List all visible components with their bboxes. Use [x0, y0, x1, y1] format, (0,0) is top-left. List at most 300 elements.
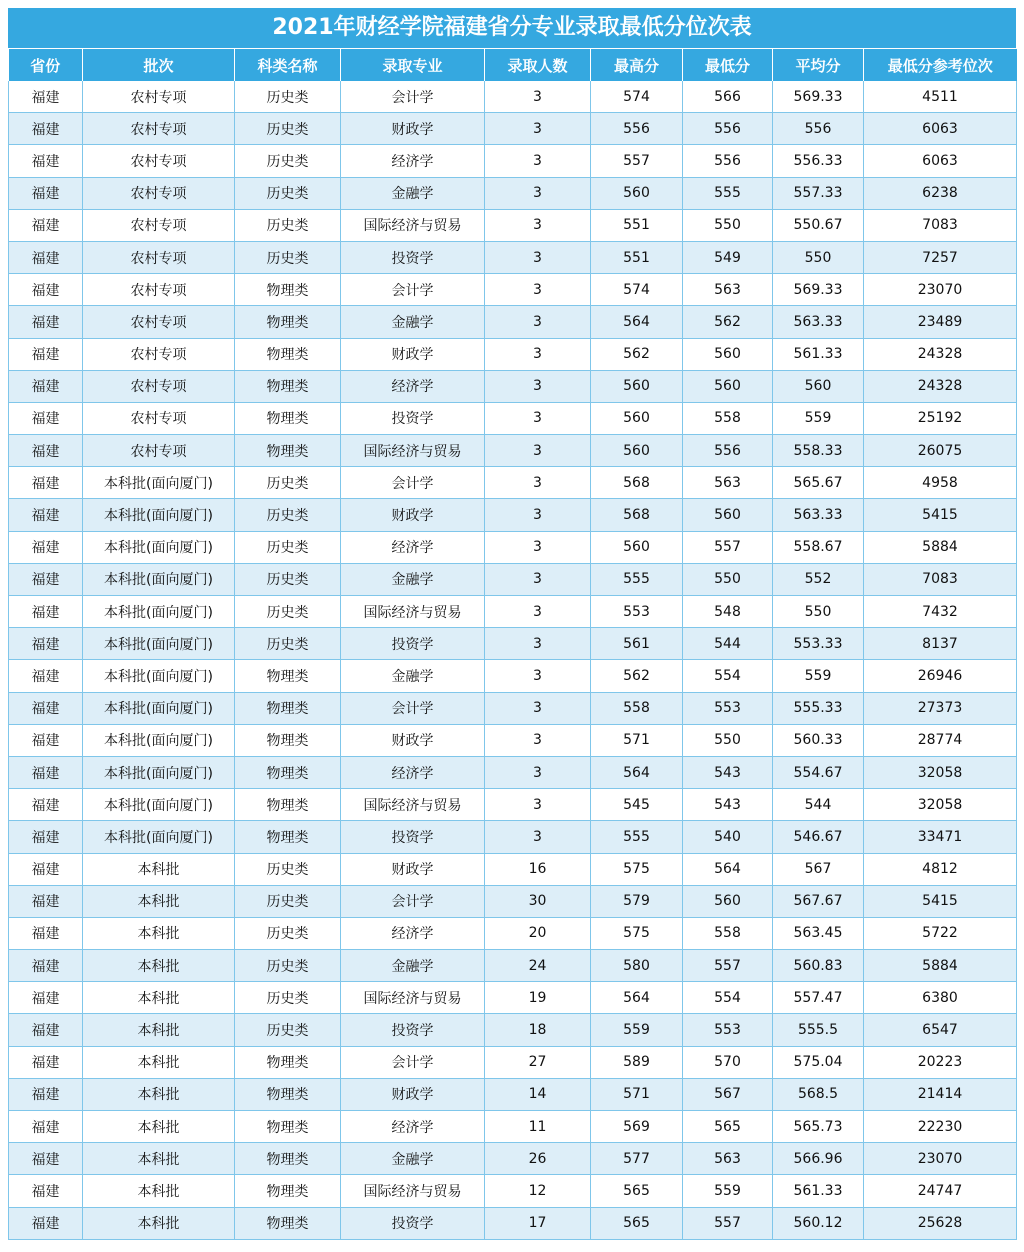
table-row [9, 1111, 1017, 1143]
cell-batch: 本科批 [83, 1207, 235, 1239]
cell-enrolled: 3 [485, 628, 591, 660]
cell-max-score: 551 [591, 209, 683, 241]
cell-province: 福建 [9, 950, 83, 982]
table-row [9, 209, 1017, 241]
cell-major: 投资学 [341, 821, 485, 853]
cell-province: 福建 [9, 756, 83, 788]
cell-enrolled: 26 [485, 1143, 591, 1175]
cell-avg-score: 563.33 [773, 306, 864, 338]
cell-enrolled: 17 [485, 1207, 591, 1239]
table-row [9, 660, 1017, 692]
table-row [9, 756, 1017, 788]
cell-category: 历史类 [235, 145, 341, 177]
cell-enrolled: 30 [485, 885, 591, 917]
cell-category: 历史类 [235, 241, 341, 273]
cell-category: 物理类 [235, 789, 341, 821]
cell-major: 国际经济与贸易 [341, 1175, 485, 1207]
cell-max-score: 589 [591, 1046, 683, 1078]
cell-max-score: 562 [591, 338, 683, 370]
cell-major: 金融学 [341, 660, 485, 692]
cell-min-score: 544 [683, 628, 773, 660]
cell-batch: 本科批 [83, 1014, 235, 1046]
cell-province: 福建 [9, 917, 83, 949]
cell-enrolled: 3 [485, 596, 591, 628]
cell-enrolled: 24 [485, 950, 591, 982]
cell-enrolled: 3 [485, 724, 591, 756]
cell-batch: 本科批(面向厦门) [83, 821, 235, 853]
cell-batch: 本科批(面向厦门) [83, 467, 235, 499]
table-row [9, 853, 1017, 885]
cell-province: 福建 [9, 789, 83, 821]
cell-max-score: 559 [591, 1014, 683, 1046]
cell-major: 财政学 [341, 1078, 485, 1110]
cell-province: 福建 [9, 241, 83, 273]
table-row [9, 177, 1017, 209]
cell-province: 福建 [9, 885, 83, 917]
cell-min-rank: 8137 [864, 628, 1017, 660]
cell-category: 历史类 [235, 531, 341, 563]
cell-batch: 本科批(面向厦门) [83, 499, 235, 531]
cell-enrolled: 14 [485, 1078, 591, 1110]
cell-min-score: 565 [683, 1111, 773, 1143]
cell-avg-score: 559 [773, 660, 864, 692]
cell-category: 物理类 [235, 1207, 341, 1239]
cell-batch: 本科批(面向厦门) [83, 756, 235, 788]
cell-min-rank: 5415 [864, 885, 1017, 917]
cell-min-score: 553 [683, 692, 773, 724]
cell-avg-score: 556.33 [773, 145, 864, 177]
cell-min-score: 540 [683, 821, 773, 853]
cell-major: 国际经济与贸易 [341, 789, 485, 821]
cell-enrolled: 3 [485, 145, 591, 177]
cell-province: 福建 [9, 982, 83, 1014]
cell-avg-score: 550.67 [773, 209, 864, 241]
cell-max-score: 555 [591, 821, 683, 853]
cell-batch: 农村专项 [83, 177, 235, 209]
cell-avg-score: 568.5 [773, 1078, 864, 1110]
cell-min-score: 564 [683, 853, 773, 885]
cell-province: 福建 [9, 628, 83, 660]
cell-avg-score: 563.45 [773, 917, 864, 949]
cell-max-score: 565 [591, 1175, 683, 1207]
cell-major: 国际经济与贸易 [341, 209, 485, 241]
cell-min-score: 543 [683, 789, 773, 821]
cell-avg-score: 565.73 [773, 1111, 864, 1143]
col-header-min-score: 最低分 [683, 49, 773, 81]
cell-avg-score: 569.33 [773, 81, 864, 113]
cell-batch: 本科批 [83, 950, 235, 982]
cell-category: 物理类 [235, 660, 341, 692]
col-header-enrolled: 录取人数 [485, 49, 591, 81]
cell-enrolled: 3 [485, 821, 591, 853]
cell-batch: 本科批 [83, 1143, 235, 1175]
cell-category: 物理类 [235, 306, 341, 338]
cell-avg-score: 553.33 [773, 628, 864, 660]
cell-min-rank: 27373 [864, 692, 1017, 724]
cell-batch: 本科批 [83, 982, 235, 1014]
cell-batch: 农村专项 [83, 370, 235, 402]
cell-province: 福建 [9, 145, 83, 177]
cell-avg-score: 566.96 [773, 1143, 864, 1175]
cell-province: 福建 [9, 370, 83, 402]
cell-max-score: 560 [591, 177, 683, 209]
cell-min-score: 556 [683, 145, 773, 177]
cell-enrolled: 3 [485, 499, 591, 531]
cell-avg-score: 555.33 [773, 692, 864, 724]
cell-min-rank: 20223 [864, 1046, 1017, 1078]
cell-avg-score: 575.04 [773, 1046, 864, 1078]
cell-category: 历史类 [235, 950, 341, 982]
table-row [9, 1175, 1017, 1207]
cell-category: 物理类 [235, 338, 341, 370]
cell-enrolled: 3 [485, 402, 591, 434]
cell-avg-score: 544 [773, 789, 864, 821]
cell-batch: 农村专项 [83, 402, 235, 434]
cell-province: 福建 [9, 660, 83, 692]
cell-category: 历史类 [235, 1014, 341, 1046]
cell-avg-score: 567.67 [773, 885, 864, 917]
cell-major: 经济学 [341, 145, 485, 177]
cell-major: 投资学 [341, 628, 485, 660]
cell-min-rank: 26946 [864, 660, 1017, 692]
cell-min-rank: 5884 [864, 531, 1017, 563]
cell-min-rank: 6547 [864, 1014, 1017, 1046]
cell-min-rank: 24328 [864, 338, 1017, 370]
cell-province: 福建 [9, 563, 83, 595]
cell-batch: 农村专项 [83, 81, 235, 113]
cell-min-score: 563 [683, 1143, 773, 1175]
cell-min-rank: 5415 [864, 499, 1017, 531]
cell-min-score: 557 [683, 531, 773, 563]
table-row [9, 1078, 1017, 1110]
cell-min-rank: 7083 [864, 209, 1017, 241]
cell-batch: 农村专项 [83, 241, 235, 273]
table-row [9, 467, 1017, 499]
cell-category: 物理类 [235, 402, 341, 434]
cell-category: 物理类 [235, 1078, 341, 1110]
cell-min-score: 557 [683, 1207, 773, 1239]
cell-avg-score: 560.12 [773, 1207, 864, 1239]
cell-min-score: 570 [683, 1046, 773, 1078]
cell-category: 历史类 [235, 467, 341, 499]
cell-avg-score: 550 [773, 241, 864, 273]
cell-major: 财政学 [341, 113, 485, 145]
cell-enrolled: 3 [485, 81, 591, 113]
table-row [9, 1207, 1017, 1239]
admission-table [8, 49, 1017, 1240]
cell-min-rank: 23070 [864, 1143, 1017, 1175]
cell-max-score: 579 [591, 885, 683, 917]
cell-major: 会计学 [341, 692, 485, 724]
table-row [9, 1046, 1017, 1078]
cell-major: 金融学 [341, 563, 485, 595]
cell-batch: 本科批(面向厦门) [83, 724, 235, 756]
cell-category: 历史类 [235, 113, 341, 145]
cell-max-score: 568 [591, 467, 683, 499]
cell-province: 福建 [9, 338, 83, 370]
cell-major: 经济学 [341, 917, 485, 949]
cell-min-rank: 6063 [864, 145, 1017, 177]
cell-avg-score: 556 [773, 113, 864, 145]
table-row [9, 370, 1017, 402]
cell-avg-score: 561.33 [773, 1175, 864, 1207]
cell-category: 历史类 [235, 499, 341, 531]
cell-category: 物理类 [235, 435, 341, 467]
cell-enrolled: 3 [485, 113, 591, 145]
cell-category: 物理类 [235, 724, 341, 756]
cell-max-score: 551 [591, 241, 683, 273]
cell-enrolled: 3 [485, 692, 591, 724]
cell-major: 投资学 [341, 402, 485, 434]
cell-enrolled: 3 [485, 241, 591, 273]
cell-min-score: 554 [683, 660, 773, 692]
table-row [9, 982, 1017, 1014]
cell-province: 福建 [9, 1111, 83, 1143]
cell-major: 金融学 [341, 1143, 485, 1175]
cell-province: 福建 [9, 177, 83, 209]
cell-enrolled: 3 [485, 274, 591, 306]
cell-min-rank: 7257 [864, 241, 1017, 273]
cell-major: 经济学 [341, 1111, 485, 1143]
cell-min-rank: 23070 [864, 274, 1017, 306]
cell-batch: 本科批 [83, 917, 235, 949]
cell-enrolled: 3 [485, 660, 591, 692]
cell-enrolled: 3 [485, 563, 591, 595]
cell-batch: 本科批 [83, 1111, 235, 1143]
cell-province: 福建 [9, 402, 83, 434]
cell-category: 历史类 [235, 563, 341, 595]
cell-enrolled: 3 [485, 756, 591, 788]
table-row [9, 1014, 1017, 1046]
table-row [9, 950, 1017, 982]
table-row [9, 274, 1017, 306]
cell-enrolled: 20 [485, 917, 591, 949]
cell-category: 历史类 [235, 853, 341, 885]
cell-category: 历史类 [235, 982, 341, 1014]
cell-enrolled: 3 [485, 531, 591, 563]
cell-batch: 本科批(面向厦门) [83, 563, 235, 595]
cell-batch: 本科批 [83, 1046, 235, 1078]
cell-min-rank: 4511 [864, 81, 1017, 113]
cell-avg-score: 552 [773, 563, 864, 595]
cell-major: 国际经济与贸易 [341, 435, 485, 467]
cell-province: 福建 [9, 113, 83, 145]
cell-major: 经济学 [341, 370, 485, 402]
cell-max-score: 562 [591, 660, 683, 692]
cell-max-score: 564 [591, 982, 683, 1014]
cell-avg-score: 560.33 [773, 724, 864, 756]
table-row [9, 531, 1017, 563]
table-row [9, 789, 1017, 821]
cell-min-rank: 7083 [864, 563, 1017, 595]
cell-min-score: 548 [683, 596, 773, 628]
cell-major: 经济学 [341, 531, 485, 563]
cell-batch: 本科批 [83, 885, 235, 917]
cell-enrolled: 3 [485, 306, 591, 338]
cell-min-rank: 6063 [864, 113, 1017, 145]
cell-batch: 农村专项 [83, 145, 235, 177]
cell-batch: 农村专项 [83, 209, 235, 241]
cell-min-score: 543 [683, 756, 773, 788]
cell-min-score: 566 [683, 81, 773, 113]
cell-max-score: 564 [591, 306, 683, 338]
cell-max-score: 556 [591, 113, 683, 145]
cell-avg-score: 557.33 [773, 177, 864, 209]
cell-min-score: 557 [683, 950, 773, 982]
cell-batch: 本科批(面向厦门) [83, 692, 235, 724]
table-row [9, 724, 1017, 756]
cell-enrolled: 19 [485, 982, 591, 1014]
cell-avg-score: 558.33 [773, 435, 864, 467]
cell-min-rank: 7432 [864, 596, 1017, 628]
table-row [9, 402, 1017, 434]
cell-min-score: 550 [683, 209, 773, 241]
table-row [9, 1143, 1017, 1175]
cell-min-rank: 6238 [864, 177, 1017, 209]
cell-batch: 农村专项 [83, 435, 235, 467]
col-header-category: 科类名称 [235, 49, 341, 81]
col-header-province: 省份 [9, 49, 83, 81]
cell-min-score: 556 [683, 113, 773, 145]
cell-major: 会计学 [341, 885, 485, 917]
table-row [9, 917, 1017, 949]
cell-enrolled: 3 [485, 789, 591, 821]
cell-max-score: 580 [591, 950, 683, 982]
cell-category: 历史类 [235, 917, 341, 949]
cell-max-score: 545 [591, 789, 683, 821]
cell-batch: 本科批 [83, 1078, 235, 1110]
cell-category: 物理类 [235, 370, 341, 402]
cell-province: 福建 [9, 1143, 83, 1175]
cell-province: 福建 [9, 306, 83, 338]
cell-category: 物理类 [235, 274, 341, 306]
cell-min-score: 558 [683, 917, 773, 949]
cell-province: 福建 [9, 531, 83, 563]
cell-province: 福建 [9, 821, 83, 853]
cell-province: 福建 [9, 274, 83, 306]
table-row [9, 435, 1017, 467]
cell-province: 福建 [9, 1175, 83, 1207]
table-title: 2021年财经学院福建省分专业录取最低分位次表 [8, 8, 1016, 49]
cell-category: 历史类 [235, 177, 341, 209]
cell-max-score: 558 [591, 692, 683, 724]
cell-min-score: 550 [683, 563, 773, 595]
cell-min-score: 563 [683, 467, 773, 499]
cell-major: 金融学 [341, 177, 485, 209]
cell-province: 福建 [9, 596, 83, 628]
cell-min-score: 555 [683, 177, 773, 209]
cell-max-score: 564 [591, 756, 683, 788]
cell-max-score: 575 [591, 917, 683, 949]
cell-province: 福建 [9, 467, 83, 499]
cell-max-score: 571 [591, 724, 683, 756]
cell-avg-score: 559 [773, 402, 864, 434]
cell-min-score: 553 [683, 1014, 773, 1046]
cell-batch: 农村专项 [83, 338, 235, 370]
admission-table-container [8, 8, 1016, 1240]
cell-major: 会计学 [341, 81, 485, 113]
cell-major: 国际经济与贸易 [341, 982, 485, 1014]
cell-major: 金融学 [341, 950, 485, 982]
cell-max-score: 575 [591, 853, 683, 885]
cell-enrolled: 12 [485, 1175, 591, 1207]
cell-avg-score: 550 [773, 596, 864, 628]
cell-min-rank: 23489 [864, 306, 1017, 338]
col-header-avg-score: 平均分 [773, 49, 864, 81]
cell-batch: 本科批(面向厦门) [83, 596, 235, 628]
cell-province: 福建 [9, 692, 83, 724]
cell-min-rank: 32058 [864, 756, 1017, 788]
cell-min-rank: 25628 [864, 1207, 1017, 1239]
cell-avg-score: 555.5 [773, 1014, 864, 1046]
cell-max-score: 555 [591, 563, 683, 595]
cell-enrolled: 3 [485, 338, 591, 370]
table-row [9, 885, 1017, 917]
table-body [9, 81, 1017, 1239]
table-row [9, 241, 1017, 273]
cell-avg-score: 563.33 [773, 499, 864, 531]
table-row [9, 306, 1017, 338]
cell-category: 历史类 [235, 81, 341, 113]
cell-enrolled: 3 [485, 209, 591, 241]
col-header-min-rank: 最低分参考位次 [864, 49, 1017, 81]
cell-major: 金融学 [341, 306, 485, 338]
cell-min-score: 558 [683, 402, 773, 434]
cell-province: 福建 [9, 81, 83, 113]
cell-min-rank: 21414 [864, 1078, 1017, 1110]
table-row [9, 563, 1017, 595]
cell-batch: 农村专项 [83, 113, 235, 145]
col-header-max-score: 最高分 [591, 49, 683, 81]
header-row [9, 49, 1017, 81]
cell-min-rank: 24747 [864, 1175, 1017, 1207]
cell-max-score: 568 [591, 499, 683, 531]
cell-avg-score: 558.67 [773, 531, 864, 563]
table-row [9, 628, 1017, 660]
cell-max-score: 553 [591, 596, 683, 628]
cell-major: 财政学 [341, 724, 485, 756]
cell-province: 福建 [9, 1078, 83, 1110]
cell-category: 物理类 [235, 756, 341, 788]
cell-min-rank: 4812 [864, 853, 1017, 885]
table-row [9, 338, 1017, 370]
cell-max-score: 560 [591, 531, 683, 563]
cell-min-rank: 4958 [864, 467, 1017, 499]
cell-major: 会计学 [341, 274, 485, 306]
cell-enrolled: 27 [485, 1046, 591, 1078]
cell-max-score: 560 [591, 370, 683, 402]
cell-avg-score: 557.47 [773, 982, 864, 1014]
cell-min-rank: 5722 [864, 917, 1017, 949]
cell-enrolled: 16 [485, 853, 591, 885]
cell-max-score: 569 [591, 1111, 683, 1143]
cell-max-score: 571 [591, 1078, 683, 1110]
cell-min-score: 560 [683, 370, 773, 402]
cell-major: 财政学 [341, 338, 485, 370]
cell-avg-score: 569.33 [773, 274, 864, 306]
cell-min-rank: 24328 [864, 370, 1017, 402]
cell-province: 福建 [9, 209, 83, 241]
cell-avg-score: 567 [773, 853, 864, 885]
cell-min-score: 563 [683, 274, 773, 306]
cell-category: 历史类 [235, 628, 341, 660]
cell-min-rank: 22230 [864, 1111, 1017, 1143]
cell-batch: 农村专项 [83, 306, 235, 338]
cell-major: 财政学 [341, 853, 485, 885]
table-row [9, 145, 1017, 177]
cell-province: 福建 [9, 853, 83, 885]
cell-avg-score: 565.67 [773, 467, 864, 499]
